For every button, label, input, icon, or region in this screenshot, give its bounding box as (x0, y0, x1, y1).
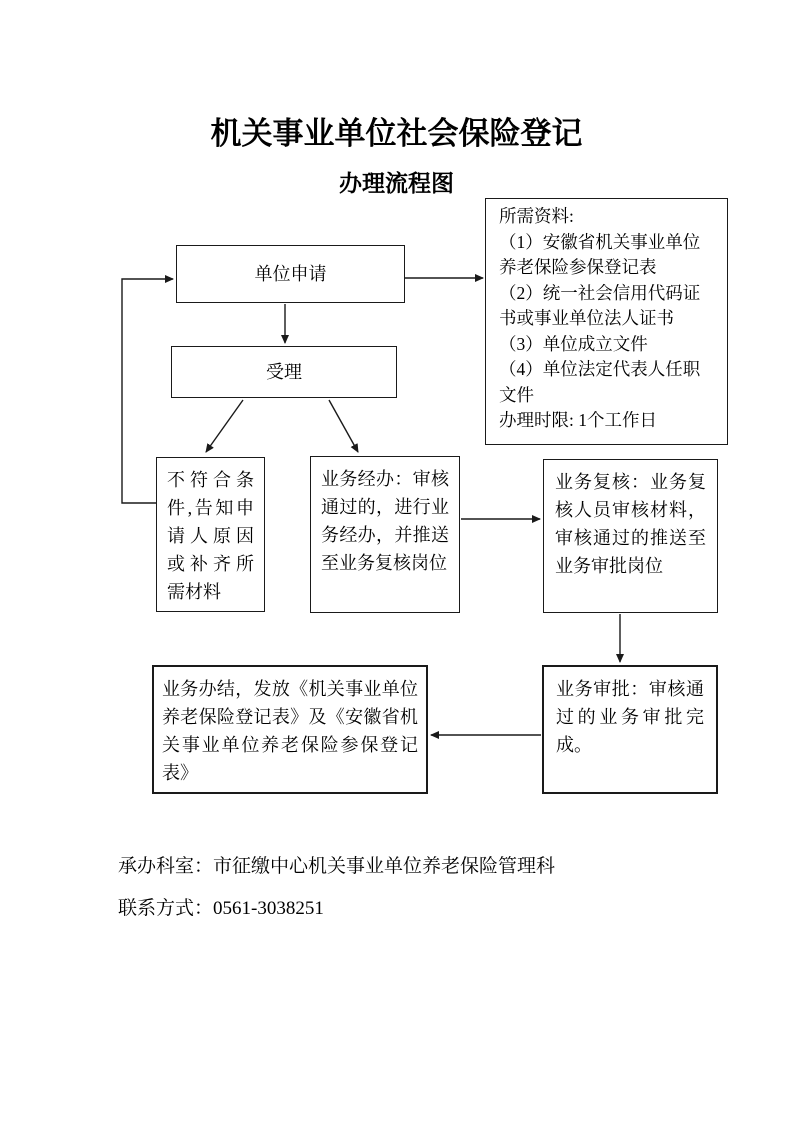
node-review-box (543, 459, 718, 613)
node-accept-box (171, 346, 397, 398)
footer-contact: 联系方式：0561-3038251 (118, 898, 324, 919)
node-apply-label: 单位申请 (254, 264, 327, 284)
node-reject-label: 不符合条件,告知申请人原因或补齐所需材料 (167, 470, 254, 602)
materials-line: 办理时限: 1个工作日 (499, 410, 657, 430)
node-accept-label: 受理 (266, 362, 302, 382)
materials-line: 所需资料: (499, 206, 574, 226)
node-finish-box (152, 665, 428, 794)
page-title: 机关事业单位社会保险登记 (210, 116, 583, 151)
node-handle-label: 业务经办：审核通过的，进行业务经办，并推送至业务复核岗位 (321, 469, 449, 573)
materials-line: （4）单位法定代表人任职文件 (499, 359, 701, 405)
page-subtitle: 办理流程图 (339, 171, 454, 196)
arrow-accept-to-handle (329, 400, 358, 452)
materials-line: （2）统一社会信用代码证书或事业单位法人证书 (499, 282, 701, 328)
materials-box (485, 198, 728, 445)
materials-line: （1）安徽省机关事业单位养老保险参保登记表 (499, 231, 701, 277)
node-reject-box (156, 457, 265, 612)
node-approve-box (542, 665, 718, 794)
node-review-label: 业务复核：业务复核人员审核材料，审核通过的推送至业务审批岗位 (555, 472, 706, 576)
node-approve-label: 业务审批：审核通过的业务审批完成。 (556, 679, 704, 755)
materials-line: （3）单位成立文件 (499, 333, 648, 354)
node-apply-box (176, 245, 405, 303)
node-finish-label: 业务办结，发放《机关事业单位养老保险登记表》及《安徽省机关事业单位养老保险参保登记表》 (162, 679, 418, 783)
arrow-accept-to-reject (206, 400, 243, 452)
footer-department: 承办科室：市征缴中心机关事业单位养老保险管理科 (118, 856, 556, 877)
node-handle-box (310, 456, 460, 613)
